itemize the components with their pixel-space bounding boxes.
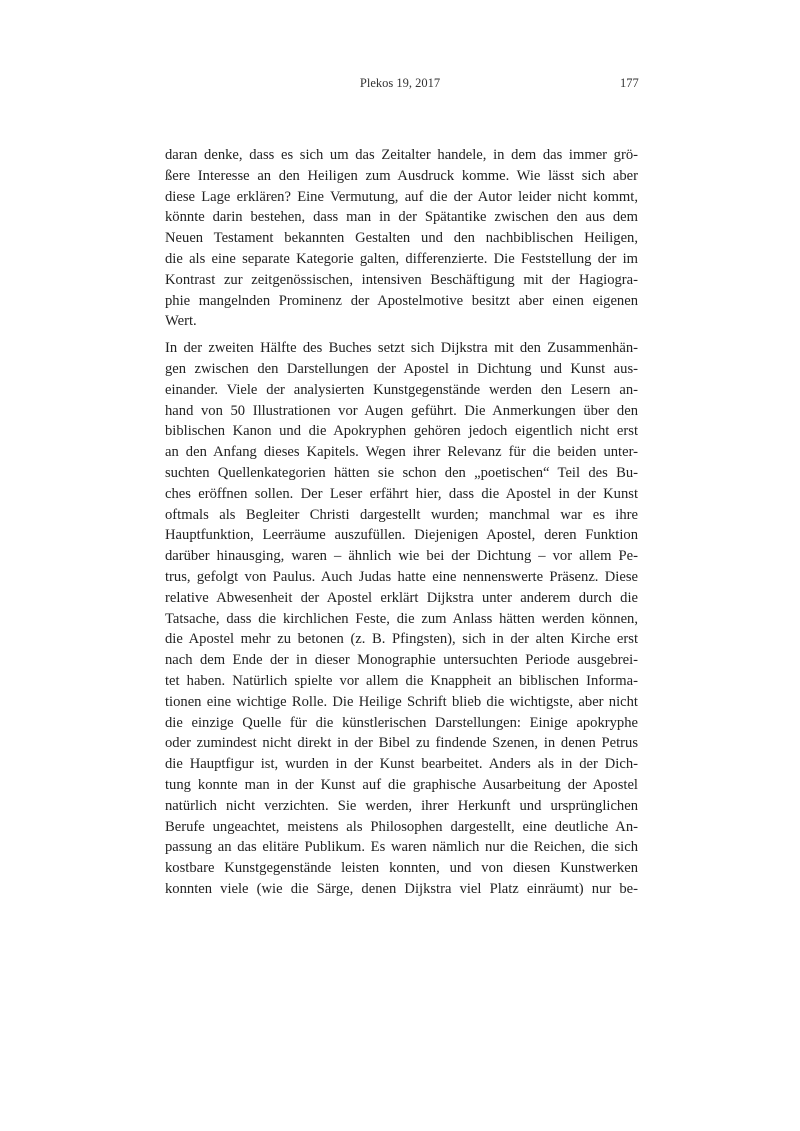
- running-header-journal: Plekos 19, 2017: [359, 76, 441, 90]
- text-line: ßere Interesse an den Heiligen zum Ausdruck komme. Wie lässt sich aber: [165, 167, 638, 184]
- text-line: kostbare Kunstgegenstände leisten konnten, und von diesen Kunstwerken: [165, 860, 638, 877]
- text-line: Neuen Testament bekannten Gestalten und den nachbiblischen Heiligen,: [165, 230, 638, 247]
- text-line: Kontrast zur zeitgenössischen, intensiven Beschäftigung mit der Hagiogra-: [165, 271, 638, 288]
- text-line: darüber hinausging, waren – ähnlich wie bei der Dichtung – vor allem Pe-: [165, 548, 638, 565]
- text-line: trus, gefolgt von Paulus. Auch Judas hatte eine nennenswerte Präsenz. Diese: [165, 568, 638, 585]
- text-line: Tatsache, dass die kirchlichen Feste, die zum Anlass hätten werden können,: [165, 610, 638, 627]
- text-line: tet haben. Natürlich spielte vor allem die Knappheit an biblischen Informa-: [165, 672, 638, 689]
- text-line: In der zweiten Hälfte des Buches setzt sich Dijkstra mit den Zusammenhän-: [165, 340, 638, 357]
- text-line: tionen eine wichtige Rolle. Die Heilige Schrift blieb die wichtigste, aber nicht: [165, 693, 638, 710]
- body-text: [165, 145, 638, 906]
- text-line: einander. Viele der analysierten Kunstgegenstände werden den Lesern an-: [165, 381, 638, 398]
- text-line: oder zumindest nicht direkt in der Bibel zu findende Szenen, in denen Petrus: [165, 735, 638, 752]
- text-line: die Hauptfigur ist, wurden in der Kunst bearbeitet. Anders als in der Dich-: [165, 756, 638, 773]
- text-line: könnte darin bestehen, dass man in der Spätantike zwischen den aus dem: [165, 209, 638, 226]
- text-line: suchten Quellenkategorien hätten sie schon den „poetischen“ Teil des Bu-: [165, 464, 638, 481]
- text-line: biblischen Kanon und die Apokryphen gehören jedoch eigentlich nicht erst: [165, 423, 638, 440]
- text-line: passung an das elitäre Publikum. Es waren nämlich nur die Reichen, die sich: [165, 839, 638, 856]
- text-line: nach dem Ende der in dieser Monographie untersuchten Periode ausgebrei-: [165, 652, 638, 669]
- text-line: ches eröffnen sollen. Der Leser erfährt hier, dass die Apostel in der Kunst: [165, 485, 638, 502]
- text-line: hand von 50 Illustrationen vor Augen geführt. Die Anmerkungen über den: [165, 402, 638, 419]
- text-line: die Apostel mehr zu betonen (z. B. Pfingsten), sich in der alten Kirche erst: [165, 631, 638, 648]
- text-line: die einzige Quelle für die künstlerischen Darstellungen: Einige apokryphe: [165, 714, 638, 731]
- paragraph: [165, 338, 638, 900]
- text-line: oftmals als Begleiter Christi dargestellt wurden; manchmal war es ihre: [165, 506, 638, 523]
- paragraph: [165, 145, 638, 332]
- text-line: konnten viele (wie die Särge, denen Dijkstra viel Platz einräumt) nur be-: [165, 880, 638, 897]
- text-line: diese Lage erklären? Eine Vermutung, auf die der Autor leider nicht kommt,: [165, 188, 638, 205]
- text-line: gen zwischen den Darstellungen der Apostel in Dichtung und Kunst aus-: [165, 360, 638, 377]
- text-line: Hauptfunktion, Leerräume auszufüllen. Diejenigen Apostel, deren Funktion: [165, 527, 638, 544]
- text-line: tung konnte man in der Kunst auf die graphische Ausarbeitung der Apostel: [165, 776, 638, 793]
- page-number: 177: [620, 76, 639, 90]
- text-line: die als eine separate Kategorie galten, differenzierte. Die Feststellung der im: [165, 250, 638, 267]
- text-line: daran denke, dass es sich um das Zeitalter handele, in dem das immer grö-: [165, 147, 638, 163]
- text-line: Wert.: [165, 313, 197, 330]
- text-line: phie mangelnden Prominenz der Apostelmotive besitzt aber einen eigenen: [165, 292, 638, 309]
- text-line: relative Abwesenheit der Apostel erklärt Dijkstra unter anderem durch die: [165, 589, 638, 606]
- text-line: Berufe ungeachtet, meistens als Philosophen dargestellt, eine deutliche An-: [165, 818, 638, 835]
- text-line: natürlich nicht verzichten. Sie werden, ihrer Herkunft und ursprünglichen: [165, 797, 638, 814]
- text-line: an den Anfang dieses Kapitels. Wegen ihrer Relevanz für die beiden unter-: [165, 444, 638, 461]
